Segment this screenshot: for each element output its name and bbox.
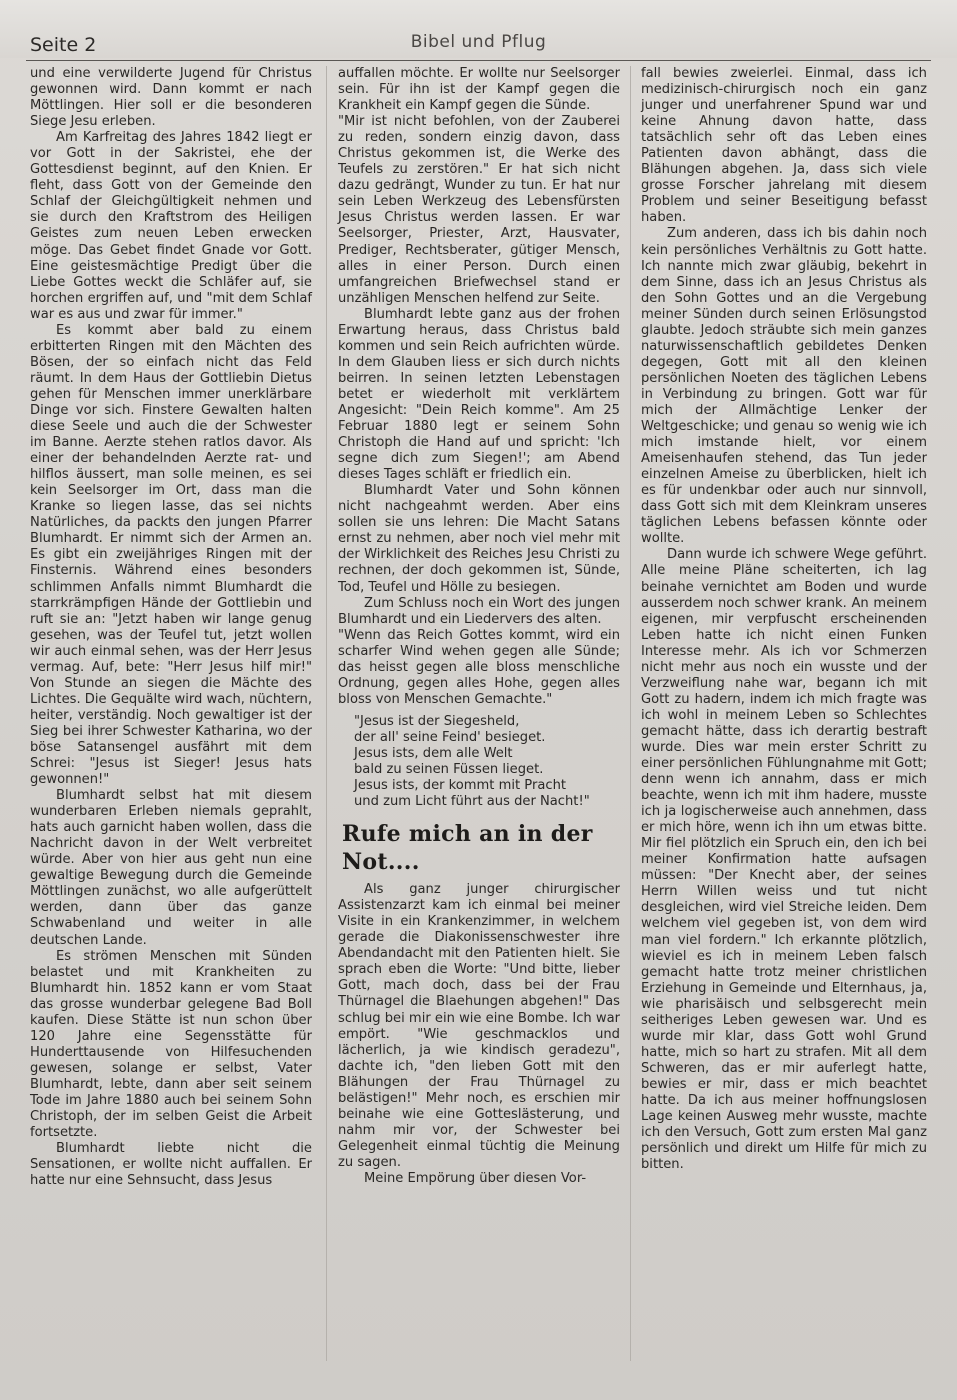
column-divider [326, 66, 327, 1361]
paragraph: und eine verwilderte Jugend für Christus gewonnen wird. Dann kommt er nach Möttlingen. Hier soll er die besonderen Siege Jesu erleben. [30, 66, 312, 130]
newspaper-title: Bibel und Pflug [410, 32, 547, 52]
paragraph: Blumhardt Vater und Sohn können nicht nachgeahmt werden. Aber eins sollen sie uns lehren: Die Macht Satans ernst zu nehmen, aber noch viel mehr mit der Wirklichkeit des Reiches Jesu Christi zu rechnen, der doch gekommen ist, Sünde, Tod, Teufel und Hölle zu besiegen. [338, 483, 620, 595]
paragraph: fall bewies zweierlei. Einmal, dass ich medizinisch-chirurgisch noch ein ganz junger und unerfahrener Spund war und keine Ahnung davon hatte, dass tatsächlich sehr oft das Leben eines Patienten davon abhängt, dass die Blähungen abgehen. Ja, dass sich viele grosse Forscher jahrelang mit diesem Problem und seiner Beseitigung befasst haben. [641, 66, 927, 226]
paragraph: Zum anderen, dass ich bis dahin noch kein persönliches Verhältnis zu Gott hatte. Ich nannte mich zwar gläubig, bekehrt in dem Sinne, dass ich an Jesus Christus als den Sohn Gottes und an die Vergebung meiner Sünden durch seinen Erlösungstod glaubte. Jedoch sträubte sich mein ganzes naturwissenschaftlich gebildetes Denken degegen, Gott mit all den kleinen persönlichen Noeten des täglichen Lebens in Verbindung zu bringen. Gott war für mich der Allmächtige Lenker der Weltgeschicke; und genau so wenig wie ich mich imstande hielt, vor einem Ameisenhaufen stehend, das Tun jeder einzelnen Ameise zu überblicken, hielt ich es für undenkbar oder auch nur sinnvoll, dass Gott sich mit dem Kleinkram unseres täglichen Lebens befassen könnte oder wollte. [641, 226, 927, 547]
verse-line: Jesus ists, dem alle Welt [354, 745, 513, 761]
paragraph: Es strömen Menschen mit Sünden belastet und mit Krankheiten zu Blumhardt hin. 1852 kann er vom Staat das grosse wunderbar gelegene Bad Boll kaufen. Diese Stätte ist nun schon über 120 Jahre eine Segensstätte für Hunderttausende von Hilfesuchenden gewesen, solange er selbst, Vater Blumhardt, lebte, dann aber seit seinem Tode im Jahre 1880 auch bei seinem Sohn Christoph, der im selben Geist die Arbeit fortsetzte. [30, 948, 312, 1141]
paragraph: Blumhardt lebte ganz aus der frohen Erwartung heraus, dass Christus bald kommen und sein Reich aufrichten würde. In dem Glauben liess er sich durch nichts beirren. In seinen letzten Lebenstagen betet er wiederholt mit verklärtem Angesicht: "Dein Reich komme". Am 25 Februar 1880 legt er seinem Sohn Christoph die Hand auf und spricht: 'Ich segne dich zum Siegen!'; am Abend dieses Tages schläft er friedlich ein. [338, 306, 620, 483]
header-rule [26, 60, 931, 61]
page-header [0, 0, 957, 58]
column-2 [338, 66, 620, 1187]
paragraph: Als ganz junger chirurgischer Assistenzarzt kam ich einmal bei meiner Visite in ein Krankenzimmer, in welchem gerade die Diakonissenschwester ihre Abendandacht mit den Patienten hielt. Sie sprach eben die Worte: "Und bitte, lieber Gott, mach doch, dass bei der Frau Thürnagel die Blaehungen abgehen!" Das schlug bei mir ein wie eine Bombe. Ich war empört. "Wie geschmacklos und lächerlich, ja wie kindisch geradezu", dachte ich, "den lieben Gott mit den Blähungen der Frau Thürnagel zu belästigen!" Mehr noch, es erschien mir beinahe wie eine Gotteslästerung, und nahm mir vor, der Schwester bei Gelegenheit einmal tüchtig die Meinung zu sagen. [338, 882, 620, 1170]
paragraph: Dann wurde ich schwere Wege geführt. Alle meine Pläne scheiterten, ich lag beinahe vernichtet am Boden und wurde ausserdem noch schwer krank. An meinem eigenen, mir verpfuscht erscheinenden Leben hatte ich nicht einen Funken Interesse mehr. Als ich vor Schmerzen nicht mehr aus noch ein wusste und der Verzweiflung nahe war, begann ich mit Gott zu hadern, indem ich mich fragte was ich wohl in meinem Leben so Schlechtes gemacht hätte, dass ich derartig bestraft wurde. Dies war mein erster Schritt zu einer persönlichen Fühlungnahme mit Gott; denn wenn ich annahm, dass er mich beachte, wenn ich mit ihm hadere, musste ich ja logischerweise auch annehmen, dass er mich höre, wenn ich ihn um etwas bitte. Mir fiel plötzlich ein Spruch ein, den ich bei meiner Konfirmation hatte aufsagen müssen: "Der Knecht aber, der seines Herrn Willen weiss und tut nicht desgleichen, wird viel Streiche leiden. Dem welchem viel gegeben ist, von dem wird man viel fordern." Ich erkannte plötzlich, wieviel es ich in meinem Leben falsch gemacht hatte trotz meiner christlichen Erziehung in Gemeinde und Elternhaus, ja, wie pharisäisch und selbsgerecht mein seitheriges Leben gewesen war. Und es wurde mir klar, dass Gott wohl Grund hatte, mich so hart zu strafen. Mit all dem Schweren, das er mir auferlegt hatte, bewies er mir, dass er mich beachtet hatte. Da ich aus meiner hoffnungslosen Lage keinen Ausweg mehr wusste, machte ich den Versuch, Gott zum ersten Mal ganz persönlich und direkt um Hilfe für mich zu bitten. [641, 547, 927, 1173]
paragraph: Am Karfreitag des Jahres 1842 liegt er vor Gott in der Sakristei, ehe der Gottesdienst beginnt, auf den Knien. Er fleht, dass Gott von der Gemeinde den Schlaf der Gleichgültigkeit nehmen und sie durch den Kraftstrom des Heiligen Geistes zum neuen Leben erwecken möge. Das Gebet findet Gnade vor Gott. Eine geistesmächtige Predigt über die Liebe Gottes weckt die Schläfer auf, sie horchen ergriffen auf, und "mit dem Schlaf war es aus und zwar für immer." [30, 130, 312, 322]
column-divider [630, 66, 631, 1361]
quote-paragraph: "Wenn das Reich Gottes kommt, wird ein scharfer Wind wehen gegen alle Sünde; das heisst gegen alle bloss menschliche Ordnung, gegen alles Hohe, gegen alles bloss von Menschen Gemachte." [338, 627, 620, 707]
paragraph: "Mir ist nicht befohlen, von der Zauberei zu reden, sondern einzig davon, dass Christus gekommen ist, die Werke des Teufels zu zerstören." Er hat sich nicht dazu gedrängt, Wunder zu tun. Er hat nur sein Leben Werkzeug des Lebensfürsten Jesus Christus werden lassen. Er war Seelsorger, Priester, Arzt, Hausvater, Prediger, Rechtsberater, gütiger Mensch, alles in einer Person. Durch einen umfangreichen Briefwechsel stand er unzähligen Menschen helfend zur Seite. [338, 114, 620, 306]
verse-line: Jesus ists, der kommt mit Pracht [354, 778, 566, 794]
column-1 [30, 66, 312, 1189]
page-number: Seite 2 [30, 34, 97, 56]
hymn-verse [354, 714, 620, 810]
paragraph: Blumhardt selbst hat mit diesem wunderbaren Erleben niemals geprahlt, hats auch garnicht haben wollen, dass die Nachricht davon in der Welt verbreitet würde. Aber von hier aus geht nun eine gewaltige Bewegung durch die Gemeinde Möttlingen zunächst, wo alle aufgerüttelt werden, dann über das ganze Schwabenland und weiter in alle deutschen Lande. [30, 788, 312, 948]
paragraph: Es kommt aber bald zu einem erbitterten Ringen mit den Mächten des Bösen, der so einfach nicht das Feld räumt. In dem Haus der Gottliebin Dietus gehen für Menschen immer unerklärbare Dinge vor sich. Finstere Gewalten halten diese Seele und auch die der Schwester im Banne. Aerzte stehen ratlos davor. Als einer der behandelnden Aerzte rat- und hilflos äussert, man solle meinen, es sei kein Seelsorger im Ort, dass man die Kranke so liegen lasse, das sei nichts Natürliches, da packts den jungen Pfarrer Blumhardt. Er nimmt sich der Armen an. Es gibt ein zweijähriges Ringen mit der Finsternis. Während eines besonders schlimmen Anfalls nimmt Blumhardt die starrkrämpfigen Hände der Gottliebin und ruft sie an: "Jetzt haben wir lange genug gesehen, was der Teufel tut, jetzt wollen wir auch einmal sehen, was der Herr Jesus vermag. Auf, bete: "Herr Jesus hilf mir!" Von Stunde an siegen die Mächte des Lichtes. Die Gequälte wird wach, nüchtern, heiter, verständig. Noch gewaltiger ist der Sieg bei ihrer Schwester Katharina, wo der böse Satansengel ausfährt mit dem Schrei: "Jesus ist Sieger! Jesus hats gewonnen!" [30, 322, 312, 788]
paragraph: Zum Schluss noch ein Wort des jungen Blumhardt und ein Liedervers des alten. [338, 595, 620, 627]
verse-line: bald zu seinen Füssen lieget. [354, 762, 544, 778]
column-3 [641, 66, 927, 1173]
verse-line: der all' seine Feind' besieget. [354, 729, 546, 745]
verse-line: "Jesus ist der Siegesheld, [354, 713, 520, 729]
article-heading: Rufe mich an in der Not.... [342, 821, 593, 876]
paragraph: Meine Empörung über diesen Vor- [364, 1171, 587, 1186]
verse-line: und zum Licht führt aus der Nacht!" [354, 794, 590, 810]
paragraph: auffallen möchte. Er wollte nur Seelsorger sein. Für ihn ist der Kampf gegen die Krankheit ein Kampf gegen die Sünde. [338, 66, 620, 114]
paragraph: Blumhardt liebte nicht die Sensationen, er wollte nicht auffallen. Er hatte nur eine Sehnsucht, dass Jesus [30, 1141, 312, 1189]
